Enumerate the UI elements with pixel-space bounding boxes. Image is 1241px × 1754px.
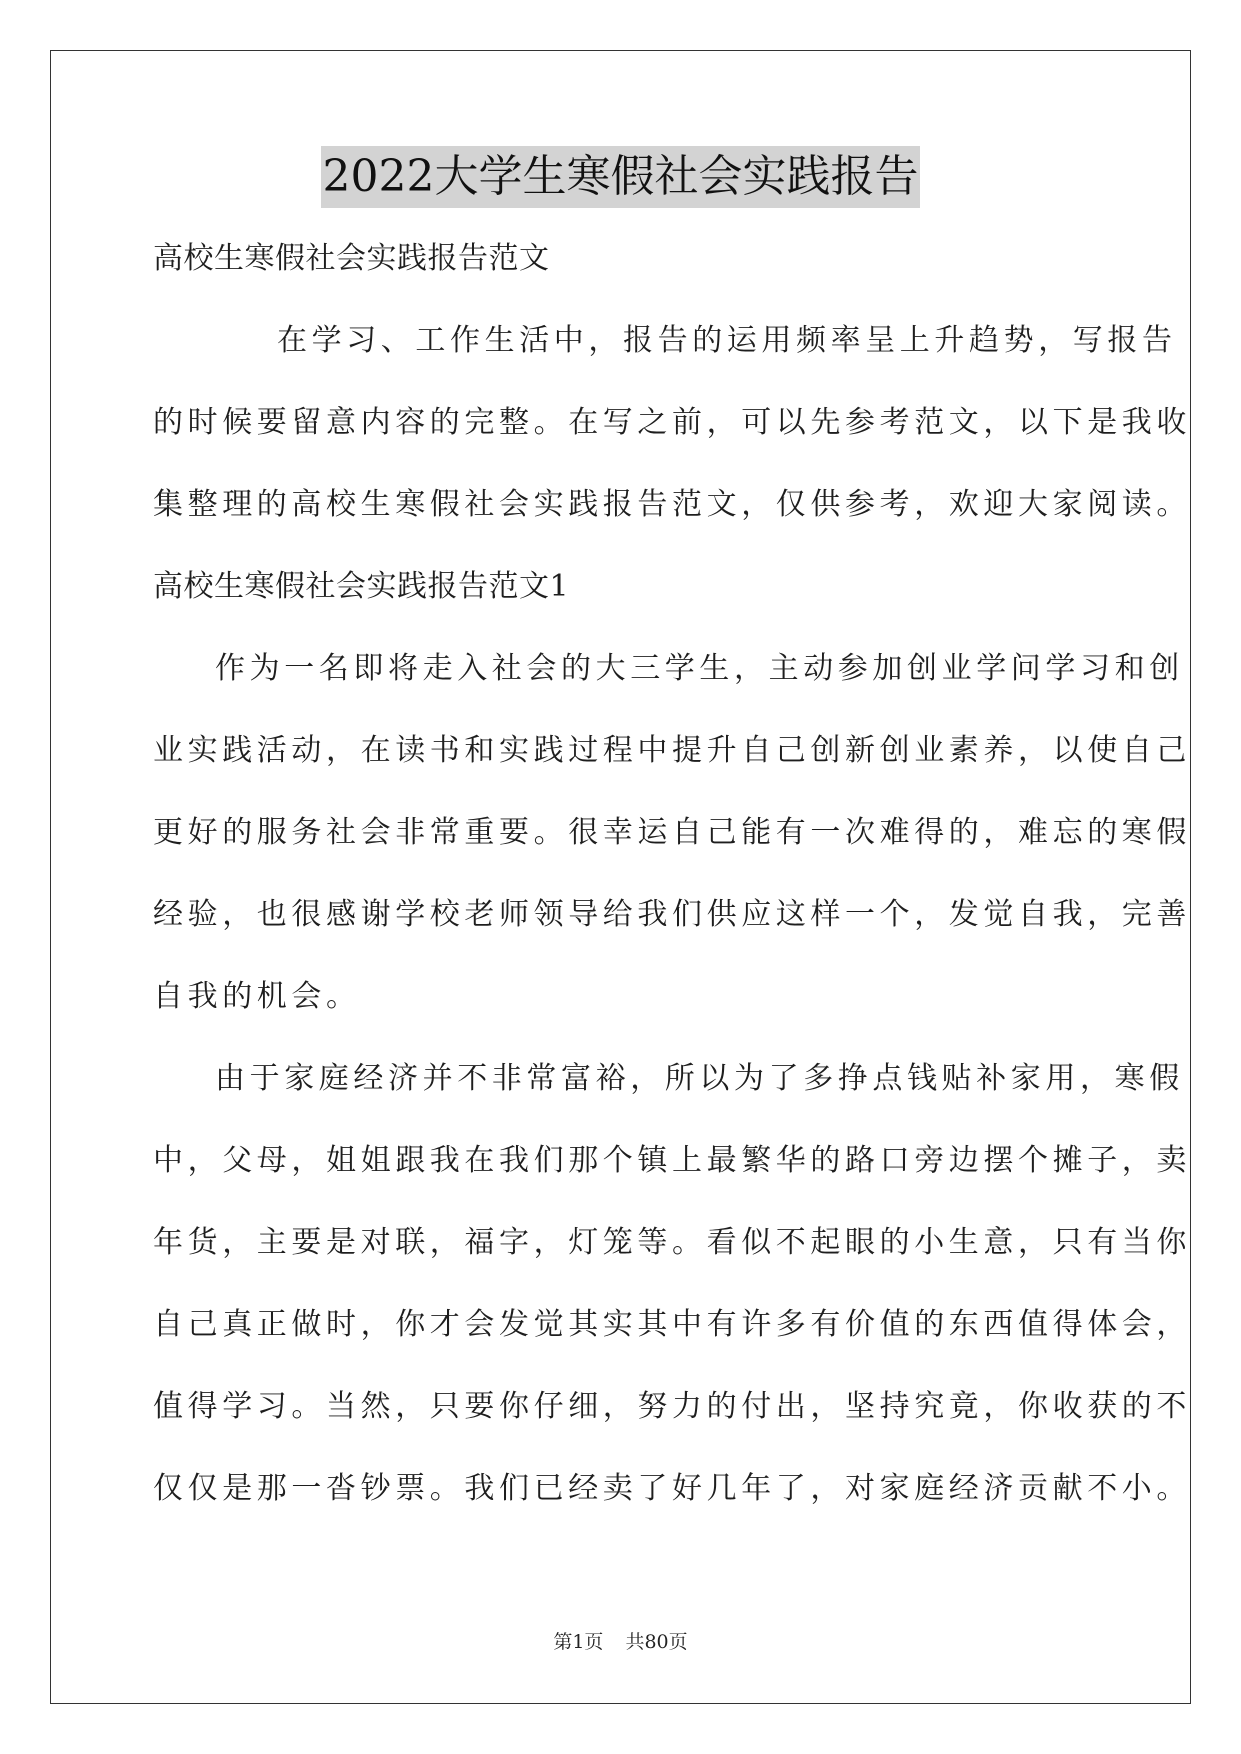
section-heading: 高校生寒假社会实践报告范文1 [153,569,570,604]
paragraph-line: 业实践活动，在读书和实践过程中提升自己创新创业素养，以使自己 [153,733,1191,768]
page-footer [0,1627,1241,1654]
paragraph-line: 仅仅是那一沓钞票。我们已经卖了好几年了，对家庭经济贡献不小。 [153,1471,1191,1506]
paragraph-line: 值得学习。当然，只要你仔细，努力的付出，坚持究竟，你收获的不 [153,1389,1191,1424]
paragraph-line: 自我的机会。 [153,979,361,1014]
paragraph-line: 自己真正做时，你才会发觉其实其中有许多有价值的东西值得体会， [153,1307,1191,1342]
paragraph-line: 在学习、工作生活中，报告的运用频率呈上升趋势，写报告 [277,323,1177,358]
page-total: 共80页 [625,1631,688,1653]
paragraph-line: 作为一名即将走入社会的大三学生，主动参加创业学问学习和创 [215,651,1184,686]
title-container [0,146,1241,208]
paragraph-line: 中，父母，姐姐跟我在我们那个镇上最繁华的路口旁边摆个摊子，卖 [153,1143,1191,1178]
document-title: 2022大学生寒假社会实践报告 [321,146,921,208]
page-number: 第1页 [553,1631,604,1653]
paragraph-line: 集整理的高校生寒假社会实践报告范文，仅供参考，欢迎大家阅读。 [153,487,1191,522]
paragraph-line: 经验，也很感谢学校老师领导给我们供应这样一个，发觉自我，完善 [153,897,1191,932]
paragraph-line: 更好的服务社会非常重要。很幸运自己能有一次难得的，难忘的寒假 [153,815,1191,850]
document-body [153,226,1191,1538]
paragraph-line: 的时候要留意内容的完整。在写之前，可以先参考范文，以下是我收 [153,405,1191,440]
section-heading: 高校生寒假社会实践报告范文 [153,241,550,276]
paragraph-line: 年货，主要是对联，福字，灯笼等。看似不起眼的小生意，只有当你 [153,1225,1191,1260]
paragraph-line: 由于家庭经济并不非常富裕，所以为了多挣点钱贴补家用，寒假 [215,1061,1184,1096]
